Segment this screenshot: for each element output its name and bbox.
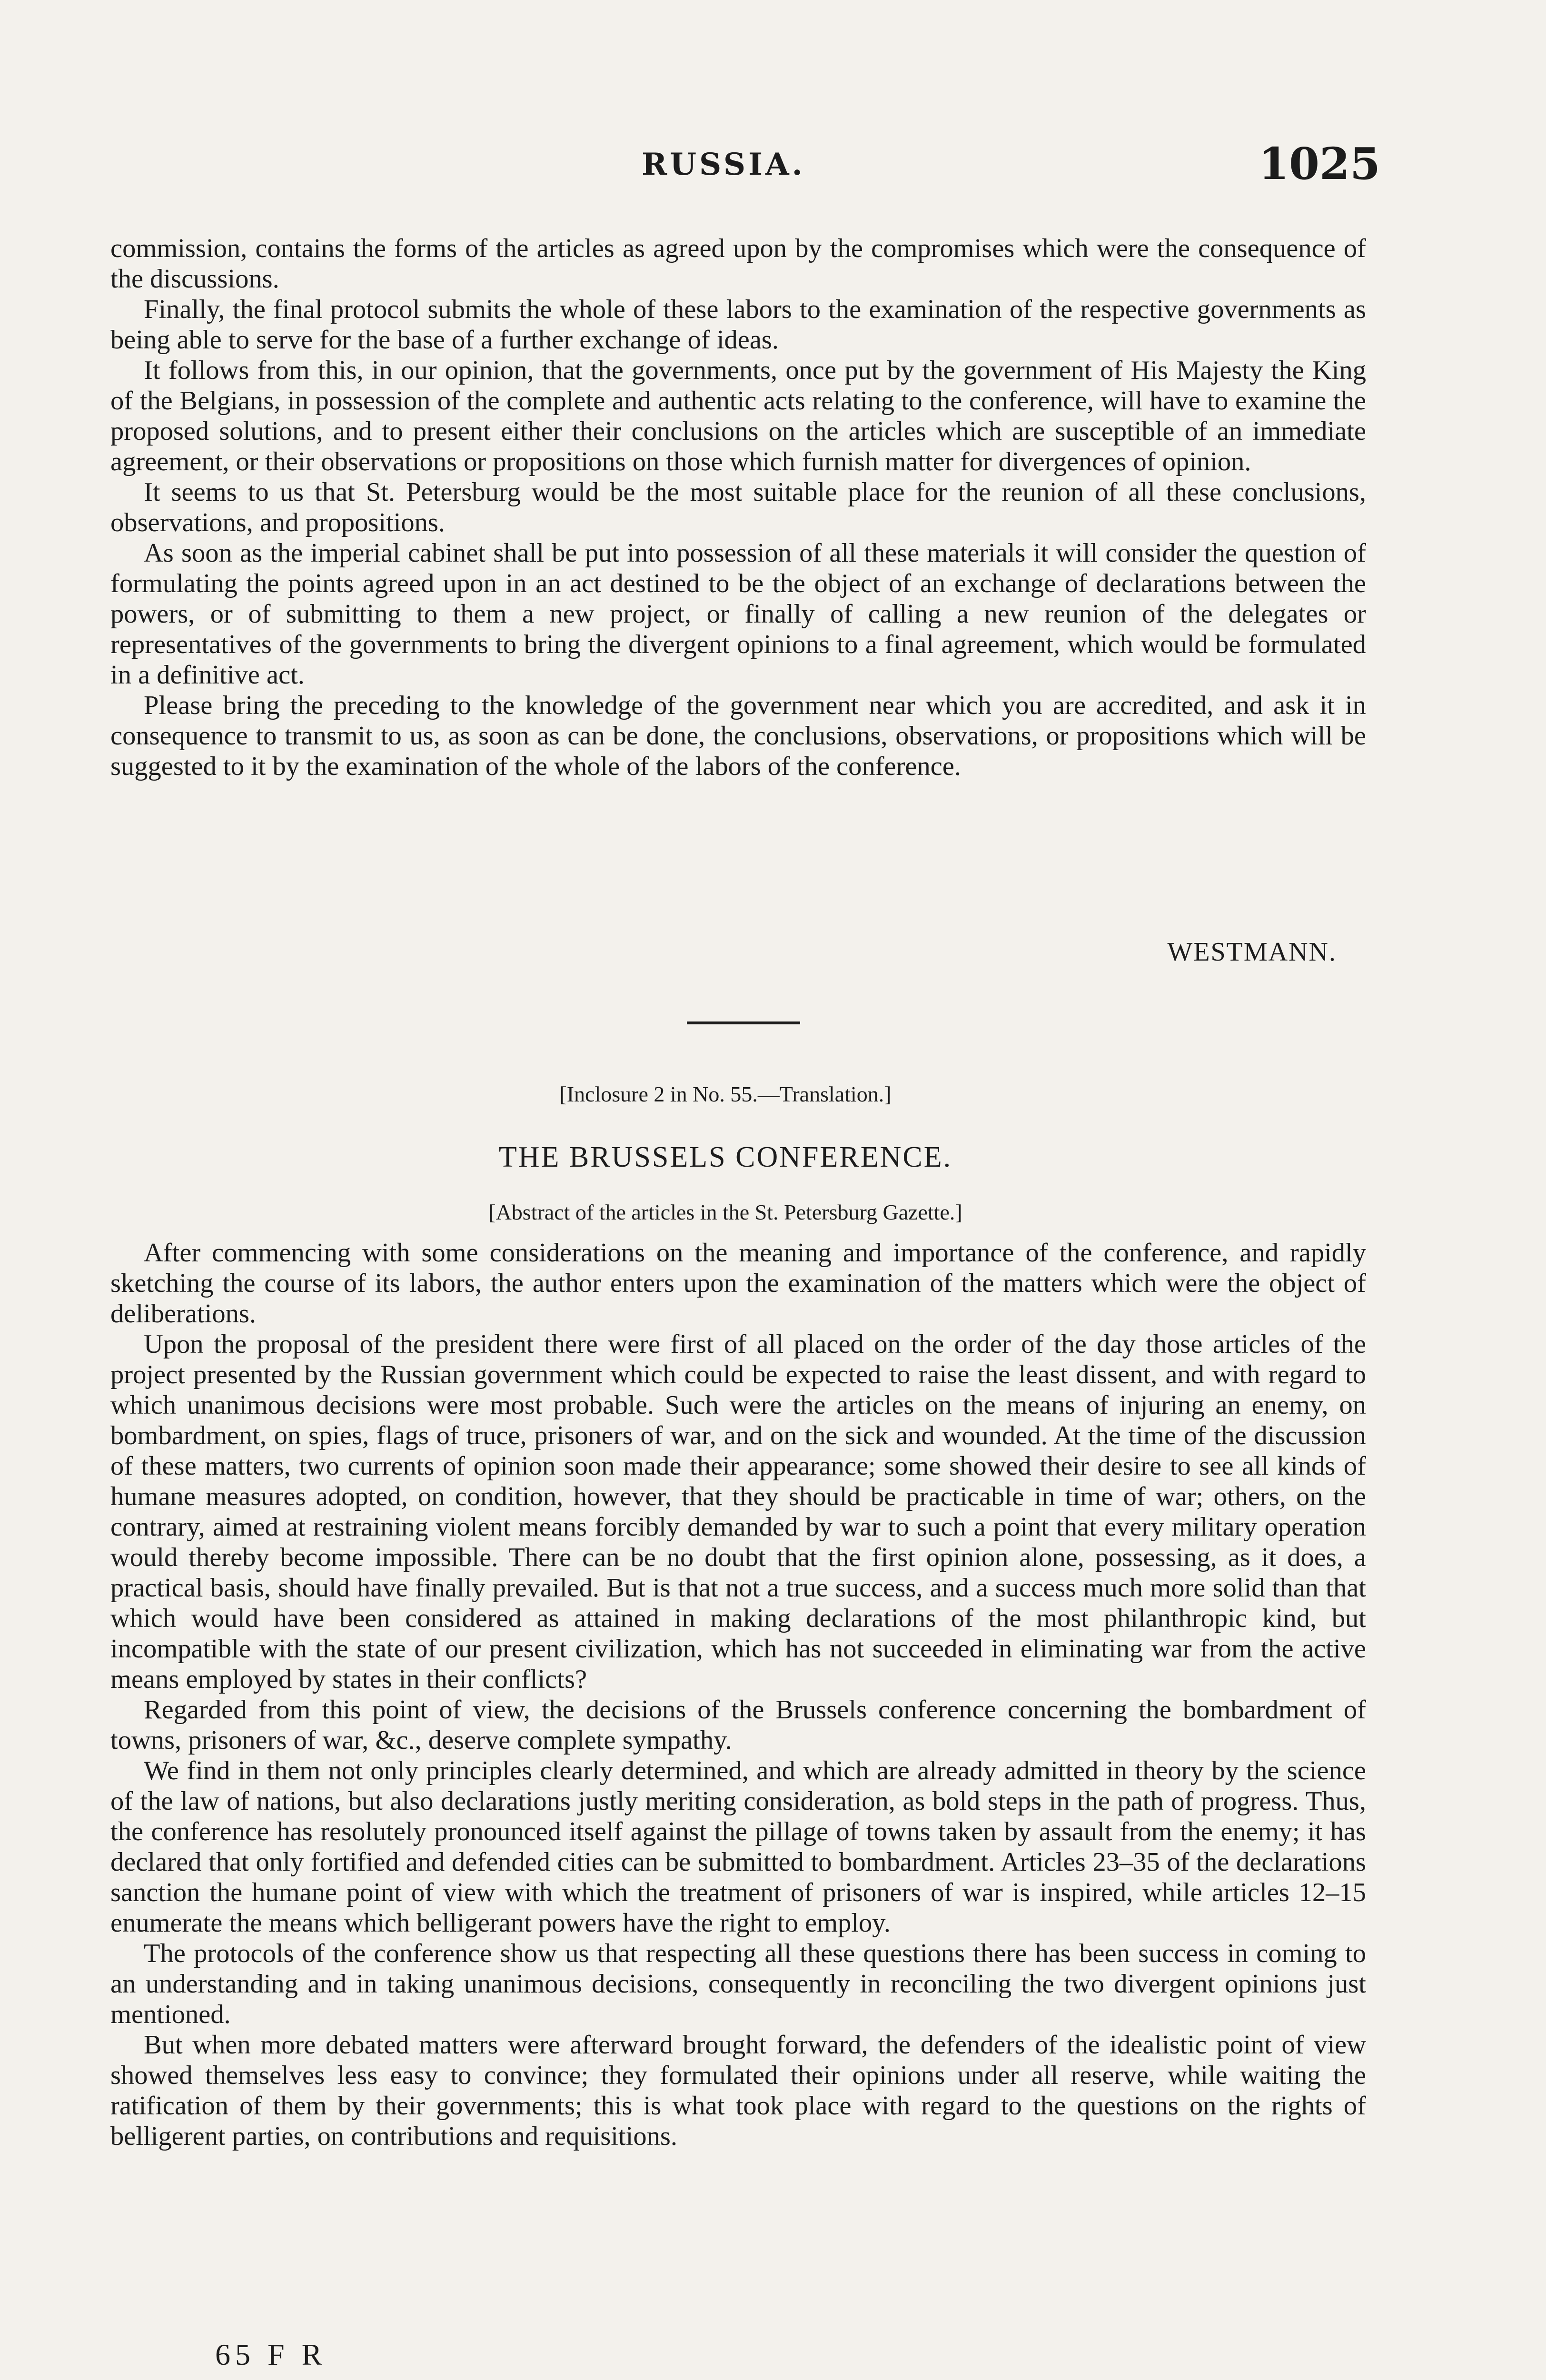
page-number: 1025: [1258, 138, 1380, 189]
paragraph: Finally, the final protocol submits the whole of these labors to the examination of the respective governments as being able to serve for the base of a further exchange of ideas.: [110, 295, 1366, 355]
paragraph: It seems to us that St. Petersburg would be the most suitable place for the reunion of all these conclusions, observations, and propositions.: [110, 477, 1366, 537]
letter-body: [110, 233, 1366, 782]
paragraph: We find in them not only principles clearly determined, and which are already admitted in theory by the science of the law of nations, but also declarations justly meriting consideration, as bold steps in the path of progress. Thus, the conference has resolutely pronounced itself against the pillage of towns taken by assault from the enemy; it has declared that only fortified and defended cities can be submitted to bombardment. Articles 23–35 of the declarations sanction the humane point of view with which the treatment of prisoners of war is inspired, while articles 12–15 enumerate the means which belligerant powers have the right to employ.: [110, 1756, 1366, 1938]
page-header: [0, 138, 1546, 195]
abstract-body: [110, 1238, 1366, 2152]
paragraph: Please bring the preceding to the knowledge of the government near which you are accredited, and ask it in consequence to transmit to us, as soon as can be done, the conclusions, observations, or propositions which will be suggested to it by the examination of the whole of the labors of the conference.: [110, 691, 1366, 781]
running-head: RUSSIA.: [642, 147, 805, 182]
section-divider: [687, 1021, 800, 1024]
paragraph: It follows from this, in our opinion, that the governments, once put by the government of His Majesty the King of the Belgians, in possession of the complete and authentic acts relating to the conference, will have to examine the proposed solutions, and to present either their conclusions on the articles which are susceptible of an immediate agreement, or their observations or propositions on those which furnish matter for divergences of opinion.: [110, 356, 1366, 476]
section-subtitle: [Abstract of the articles in the St. Petersburg Gazette.]: [488, 1200, 962, 1224]
paragraph: Regarded from this point of view, the decisions of the Brussels conference concerning the bombardment of towns, prisoners of war, &c., deserve complete sympathy.: [110, 1695, 1366, 1755]
signature: WESTMANN.: [1167, 937, 1337, 967]
printer-signature-mark: 65 F R: [215, 2338, 327, 2371]
paragraph: But when more debated matters were afterward brought forward, the defenders of the idealistic point of view showed themselves less easy to convince; they formulated their opinions under all reserve, while waiting the ratification of them by their governments; this is what took place with regard to the questions on the rights of belligerent parties, on contributions and requisitions.: [110, 2030, 1366, 2151]
paragraph: commission, contains the forms of the articles as agreed upon by the compromises which were the consequence of the discussions.: [110, 234, 1366, 294]
paragraph: After commencing with some considerations on the meaning and importance of the conference, and rapidly sketching the course of its labors, the author enters upon the examination of the matters which were the object of deliberations.: [110, 1238, 1366, 1329]
paragraph: Upon the proposal of the president there were first of all placed on the order of the day those articles of the project presented by the Russian government which could be expected to raise the least dissent, and with regard to which unanimous decisions were most probable. Such were the articles on the means of injuring an enemy, on bombardment, on spies, flags of truce, prisoners of war, and on the sick and wounded. At the time of the discussion of these matters, two currents of opinion soon made their appearance; some showed their desire to see all kinds of humane measures adopted, on condition, however, that they should be practicable in time of war; others, on the contrary, aimed at restraining violent means forcibly demanded by war to such a point that every military operation would thereby become impossible. There can be no doubt that the first opinion alone, possessing, as it does, a practical basis, should have finally prevailed. But is that not a true success, and a success much more solid than that which would have been considered as attained in making declarations of the most philanthropic kind, but incompatible with the state of our present civilization, which has not succeeded in eliminating war from the active means employed by states in their conflicts?: [110, 1329, 1366, 1694]
inclosure-label: [Inclosure 2 in No. 55.—Translation.]: [559, 1082, 892, 1106]
paragraph: As soon as the imperial cabinet shall be put into possession of all these materials it will consider the question of formulating the points agreed upon in an act destined to be the object of an exchange of declarations between the powers, or of submitting to them a new project, or finally of calling a new reunion of the delegates or representatives of the governments to bring the divergent opinions to a final agreement, which would be formulated in a definitive act.: [110, 538, 1366, 690]
section-title: THE BRUSSELS CONFERENCE.: [498, 1141, 952, 1173]
paragraph: The protocols of the conference show us that respecting all these questions there has been success in coming to an understanding and in taking unanimous decisions, consequently in reconciling the two divergent opinions just mentioned.: [110, 1939, 1366, 2029]
